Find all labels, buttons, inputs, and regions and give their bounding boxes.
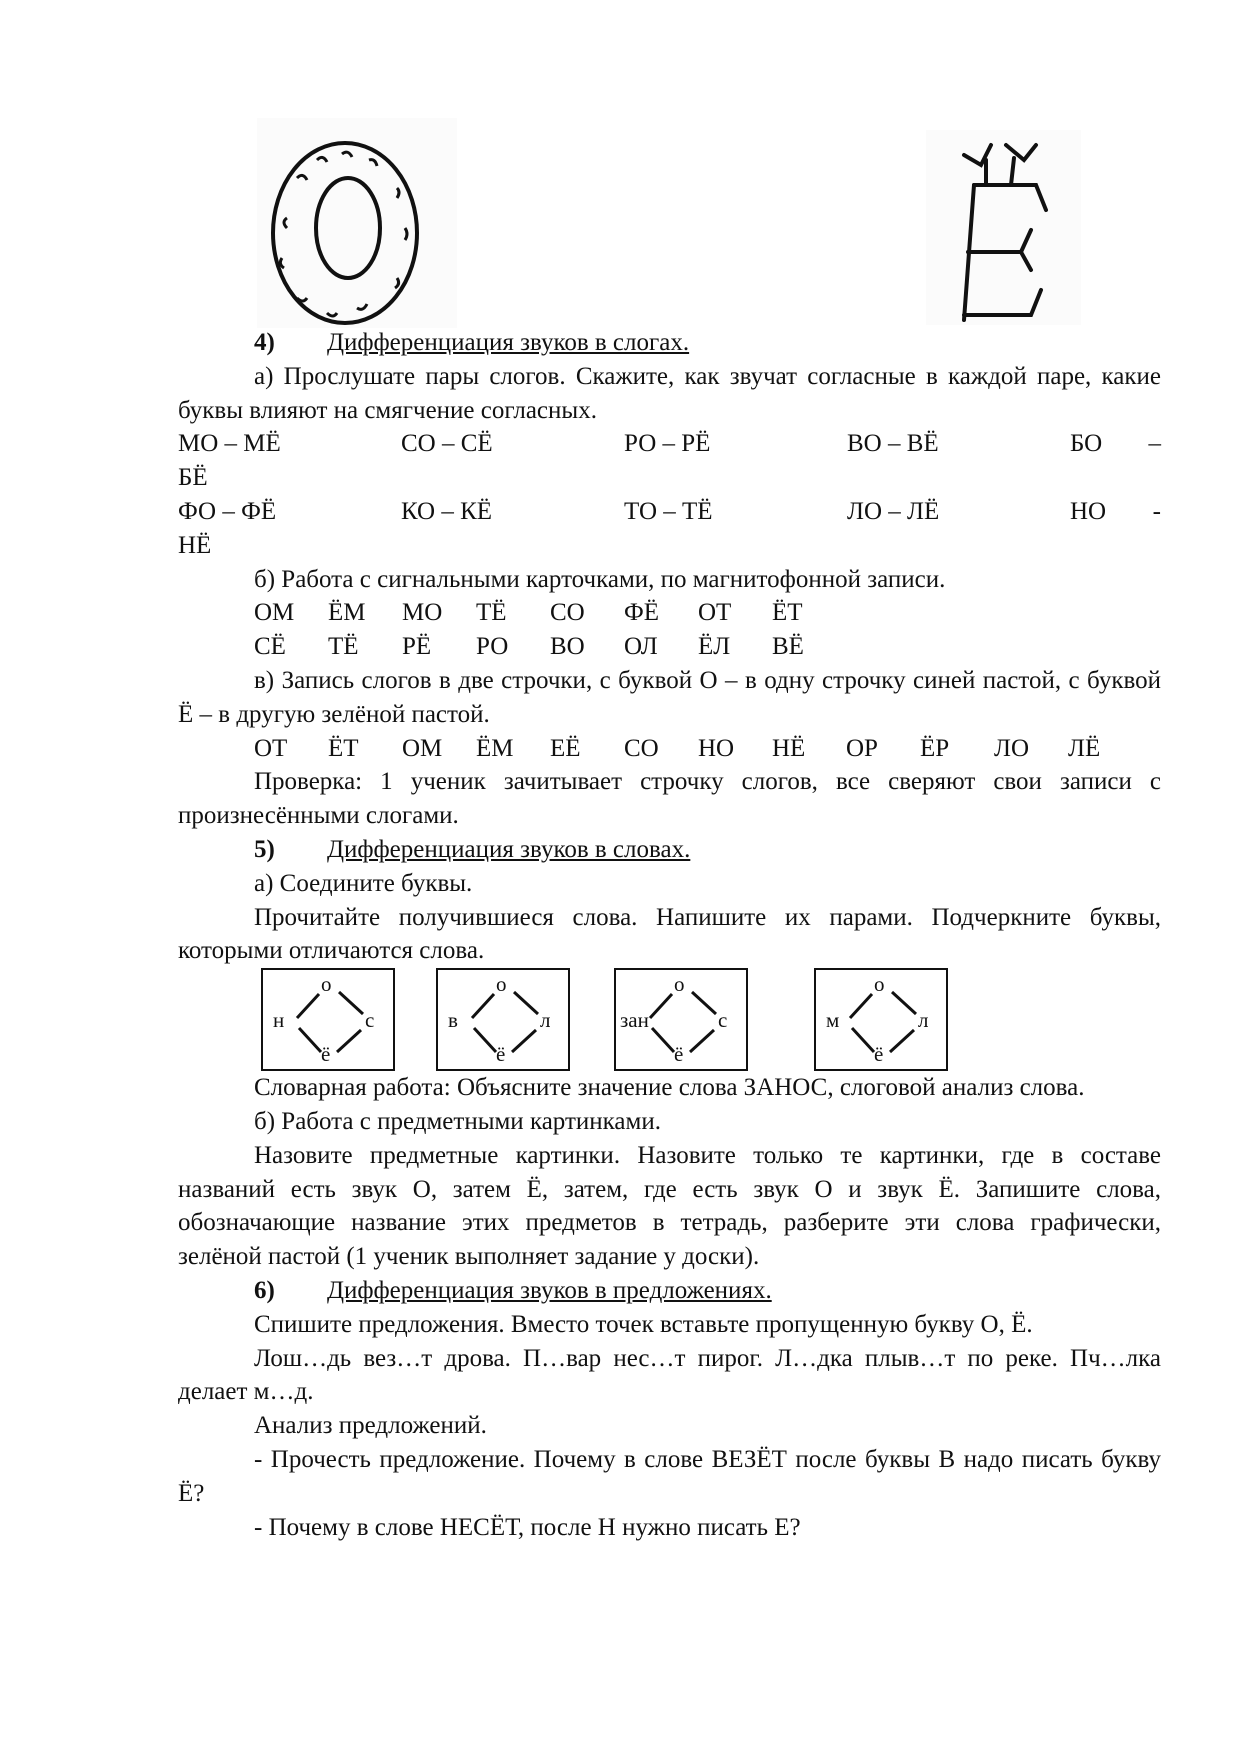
syllable: НО [1070, 497, 1107, 525]
syllable: ОТ [698, 599, 732, 627]
syllable: ЁМ [328, 599, 366, 627]
letter-right: л [540, 1008, 551, 1033]
document-body [178, 326, 1161, 1544]
syllable-pair: ВО – ВЁ [847, 430, 939, 458]
syllable: СЁ [254, 633, 286, 661]
syllable: ЁТ [772, 599, 803, 627]
syllable: ОЛ [624, 633, 658, 661]
syllable-pair: ТО – ТЁ [624, 497, 713, 525]
paragraph: Анализ предложений. [254, 1412, 487, 1440]
letter-bottom: ё [674, 1042, 684, 1067]
letter-top: о [674, 972, 685, 997]
paragraph: Прочитайте получившиеся слова. Напишите их парами. Подчеркните буквы, которыми отличаются слова. [178, 903, 1161, 965]
syllable: ВЁ [772, 633, 804, 661]
section-title: Дифференциация звуков в предложениях. [327, 1276, 772, 1304]
letter-yo-tree-illustration [926, 130, 1081, 325]
letter-top: о [496, 972, 507, 997]
dash: - [1152, 497, 1161, 525]
section-number: 4) [254, 329, 275, 356]
syllable-pair: РО – РЁ [624, 430, 711, 458]
section-title: Дифференциация звуков в слогах. [327, 329, 690, 356]
syllable-row [178, 630, 1161, 664]
letter-o-tyre-illustration [257, 118, 457, 328]
syllable-pair [1070, 495, 1161, 529]
syllable: ОМ [402, 734, 443, 762]
syllable: ТЁ [476, 599, 507, 627]
syllable: ЛО [994, 734, 1030, 762]
paragraph: в) Запись слогов в две строчки, с буквой О – в одну строчку синей пастой, с буквой Ё – в другую зелёной пастой. [178, 666, 1161, 728]
letter-left: н [273, 1008, 285, 1033]
paragraph: а) Прослушате пары слогов. Скажите, как звучат согласные в каждой паре, какие буквы влияют на смягчение согласных. [178, 362, 1161, 424]
letter-right: с [365, 1008, 375, 1033]
syllable-pair: ФО – ФЁ [178, 497, 277, 525]
paragraph: а) Соедините буквы. [254, 869, 473, 897]
syllable: ЁТ [328, 734, 359, 762]
syllable-pairs-row [178, 427, 1161, 461]
letter-diagram-box [814, 968, 948, 1071]
letter-bottom: ё [874, 1042, 884, 1067]
paragraph: б) Работа с предметными картинками. [254, 1107, 661, 1135]
paragraph: - Прочесть предложение. Почему в слове ВЕЗЁТ после буквы В надо писать букву Ё? [178, 1445, 1161, 1507]
paragraph: Назовите предметные картинки. Назовите только те картинки, где в составе названий есть звук О, затем Ё, затем, где есть звук О и звук Ё. Запишите слова, обозначающие название этих предметов в тетрадь, разберите эти слова графически, зелёной пастой (1 ученик выполняет задание у доски). [178, 1141, 1161, 1271]
letter-bottom: ё [321, 1042, 331, 1067]
paragraph: Лош…дь вез…т дрова. П…вар нес…т пирог. Л…дка плыв…т по реке. Пч…лка делает м…д. [178, 1344, 1161, 1406]
dash: – [1148, 430, 1161, 458]
section-5-heading [178, 833, 1161, 867]
letter-right: л [918, 1008, 929, 1033]
syllable-pair: СО – СЁ [401, 430, 493, 458]
paragraph: Словарная работа: Объясните значение слова ЗАНОС, слоговой анализ слова. [254, 1074, 1085, 1102]
syllable: РЁ [402, 633, 432, 661]
letter-left: зан [620, 1008, 649, 1033]
letter-diagram-box [614, 968, 748, 1071]
syllable-row [178, 596, 1161, 630]
syllable: ЁЛ [698, 633, 731, 661]
letter-bottom: ё [496, 1042, 506, 1067]
letter-diagram-box [436, 968, 570, 1071]
syllable: ЁР [920, 734, 950, 762]
syllable: НЁ [772, 734, 806, 762]
paragraph: б) Работа с сигнальными карточками, по магнитофонной записи. [254, 565, 946, 593]
section-number: 5) [254, 835, 275, 863]
syllable-pair: ЛО – ЛЁ [847, 497, 940, 525]
section-6-heading [178, 1274, 1161, 1308]
section-number: 6) [254, 1276, 275, 1304]
paragraph: Спишите предложения. Вместо точек вставьте пропущенную букву О, Ё. [254, 1310, 1033, 1338]
syllable-pairs-row [178, 495, 1161, 529]
syllable: МО [402, 599, 443, 627]
syllable: ЛЁ [1068, 734, 1101, 762]
letter-right: с [718, 1008, 728, 1033]
syllable: БЁ [178, 464, 208, 492]
syllable-pair: МО – МЁ [178, 430, 281, 458]
syllable: НЁ [178, 531, 212, 559]
syllable: ОТ [254, 734, 288, 762]
paragraph: Проверка: 1 ученик зачитывает строчку слогов, все сверяют свои записи с произнесёнными слогами. [178, 768, 1161, 830]
syllable: ЁМ [476, 734, 514, 762]
syllable-row [178, 732, 1161, 766]
syllable: ТЁ [328, 633, 359, 661]
letter-diagram-boxes [178, 968, 1161, 1069]
letter-top: о [874, 972, 885, 997]
syllable: НО [698, 734, 735, 762]
letter-diagram-box [261, 968, 395, 1071]
syllable: ОМ [254, 599, 295, 627]
syllable-pair [1070, 427, 1161, 461]
letter-top: о [321, 972, 332, 997]
syllable: ОР [846, 734, 878, 762]
paragraph: - Почему в слове НЕСЁТ, после Н нужно писать Е? [254, 1513, 801, 1541]
syllable: ФЁ [624, 599, 660, 627]
letter-left: м [826, 1008, 840, 1033]
syllable-pair: КО – КЁ [401, 497, 493, 525]
syllable: РО [476, 633, 509, 661]
section-4-heading [178, 326, 1161, 360]
syllable: ЕЁ [550, 734, 581, 762]
syllable: БО [1070, 430, 1103, 458]
letter-left: в [448, 1008, 458, 1033]
section-title: Дифференциация звуков в словах. [327, 835, 691, 863]
syllable: СО [550, 599, 585, 627]
syllable: СО [624, 734, 659, 762]
syllable: ВО [550, 633, 585, 661]
